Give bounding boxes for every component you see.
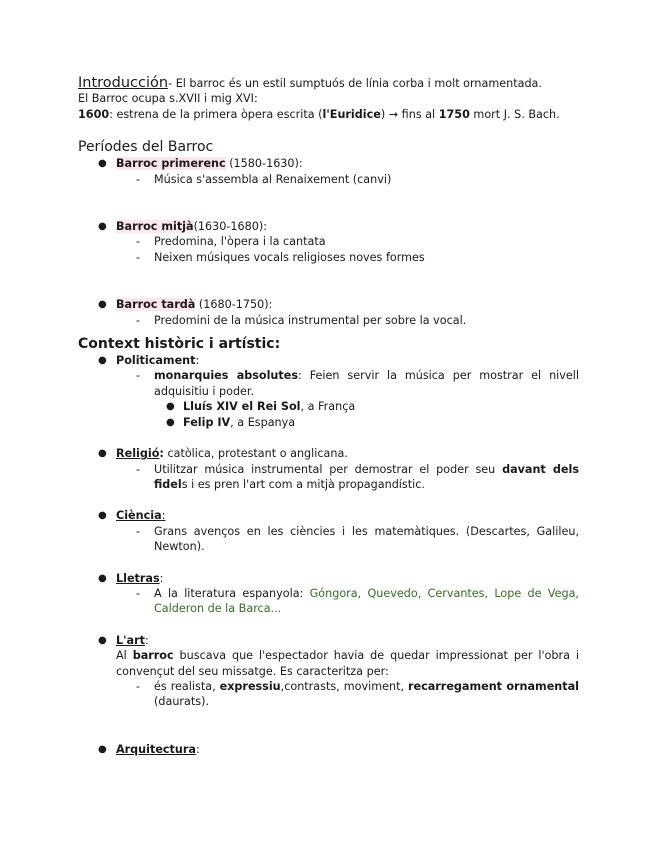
period-item: ● Barroc primerenc (1580-1630):	[78, 156, 579, 171]
period-subitem: - Música s'assembla al Renaixement (canvi)	[78, 172, 579, 187]
politicament-subitem: - monarquies absolutes: Feien servir la música per mostrar el nivell adquisitiu i poder.	[78, 368, 579, 399]
intro-title: Introducción	[78, 75, 169, 91]
period-subitem: - Neixen músiques vocals religioses noves formes	[78, 250, 579, 265]
king-item: ● Felip IV, a Espanya	[78, 415, 579, 430]
lart-subitem: - és realista, expressiu,contrasts, moviment, recarregament ornamental (daurats).	[78, 679, 579, 710]
lletras-subitem: - A la literatura espanyola: Góngora, Quevedo, Cervantes, Lope de Vega, Calderon de la Barca...	[78, 586, 579, 617]
period-item: ● Barroc tardà (1680-1750):	[78, 297, 579, 312]
ciencia-item: ● Ciència:	[78, 508, 579, 523]
context-heading: Context històric i artístic:	[78, 336, 281, 353]
document-page	[78, 76, 579, 757]
intro-line-2: El Barroc ocupa s.XVII i mig XVI:	[78, 92, 258, 106]
lart-item: ● L'art:	[78, 633, 579, 648]
ciencia-subitem: - Grans avenços en les ciències i les matemàtiques. (Descartes, Galileu, Newton).	[78, 524, 579, 555]
lart-paragraph: Al barroc buscava que l'espectador havia de quedar impressionat per l'obra i convençut del seu missatge. Es caracteritza per:	[116, 649, 580, 678]
intro-line: Introducción- El barroc és un estil sumptuós de línia corba i molt ornamentada.	[78, 75, 542, 91]
politicament-item: ● Politicament:	[78, 353, 579, 368]
religio-subitem: - Utilitzar música instrumental per demostrar el poder seu davant dels fidels i es pren l'art com a mitjà propagandístic.	[78, 462, 579, 493]
period-subitem: - Predomina, l'òpera i la cantata	[78, 234, 579, 249]
arquitectura-item: ● Arquitectura:	[78, 742, 579, 757]
period-subitem: - Predomini de la música instrumental per sobre la vocal.	[78, 313, 579, 328]
king-item: ● Lluís XIV el Rei Sol, a França	[78, 399, 579, 414]
religio-item: ● Religió: catòlica, protestant o anglicana.	[78, 446, 579, 461]
authors-list: Góngora, Quevedo, Cervantes, Lope de Vega, Calderon de la Barca...	[154, 586, 579, 616]
period-item: ● Barroc mitjà(1630-1680):	[78, 219, 579, 234]
intro-line-3: 1600: estrena de la primera òpera escrita (l'Euridice) → fins al 1750 mort J. S. Bach.	[78, 107, 560, 121]
lletras-item: ● Lletras:	[78, 571, 579, 586]
periodes-heading: Períodes del Barroc	[78, 139, 214, 156]
